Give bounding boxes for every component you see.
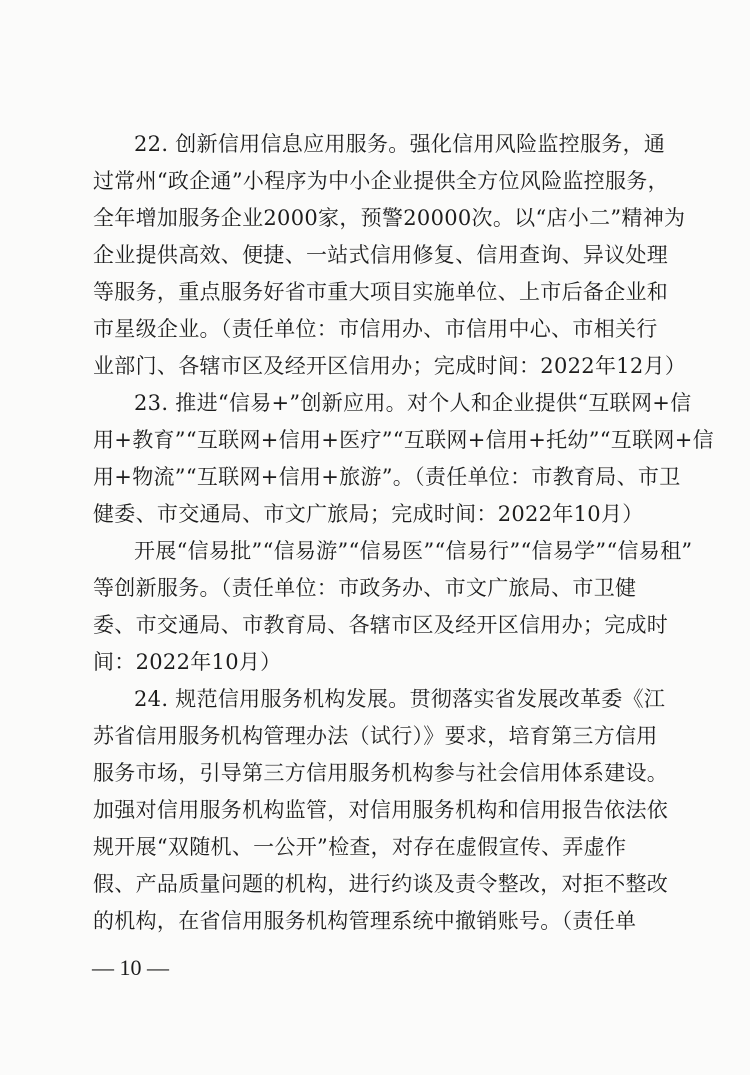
paragraph-24-line-6: 假、产品质量问题的机构，进行约谈及责令整改，对拒不整改 [93,872,669,896]
paragraph-24-line-5: 规开展“双随机、一公开”检查，对存在虚假宣传、弄虚作 [93,835,627,859]
paragraph-23-line-3: 用+物流”“互联网+信用+旅游”。（责任单位：市教育局、市卫 [93,465,681,489]
paragraph-24-line-1: 24. 规范信用服务机构发展。贯彻落实省发展改革委《江 [134,687,666,711]
paragraph-23-line-1: 23. 推进“信易+”创新应用。对个人和企业提供“互联网+信 [134,391,692,415]
page-number: — 10 — [92,955,169,980]
paragraph-24-line-4: 加强对信用服务机构监管，对信用服务机构和信用报告依法依 [93,798,669,822]
paragraph-22-line-2: 过常州“政企通”小程序为中小企业提供全方位风险监控服务， [93,169,669,193]
paragraph-services-line-2: 等创新服务。（责任单位：市政务办、市文广旅局、市卫健 [93,576,637,600]
paragraph-22-line-4: 企业提供高效、便捷、一站式信用修复、信用查询、异议处理 [93,243,669,267]
paragraph-services-line-4: 间：2022年10月） [93,650,282,674]
paragraph-22-line-3: 全年增加服务企业2000家，预警20000次。以“店小二”精神为 [93,206,686,230]
paragraph-services-line-3: 委、市交通局、市教育局、各辖市区及经开区信用办；完成时 [93,613,669,637]
paragraph-23-line-4: 健委、市交通局、市文广旅局；完成时间：2022年10月） [93,502,644,526]
paragraph-23-line-2: 用+教育”“互联网+信用+医疗”“互联网+信用+托幼”“互联网+信 [93,428,714,452]
paragraph-22-line-5: 等服务，重点服务好省市重大项目实施单位、上市后备企业和 [93,280,669,304]
paragraph-services-line-1: 开展“信易批”“信易游”“信易医”“信易行”“信易学”“信易租” [134,539,693,563]
paragraph-24-line-2: 苏省信用服务机构管理办法（试行）》要求，培育第三方信用 [93,724,658,748]
paragraph-22-line-6: 市星级企业。（责任单位：市信用办、市信用中心、市相关行 [93,317,658,341]
paragraph-24-line-3: 服务市场，引导第三方信用服务机构参与社会信用体系建设。 [93,761,669,785]
paragraph-24-line-7: 的机构，在省信用服务机构管理系统中撤销账号。（责任单 [93,909,637,933]
paragraph-22-line-1: 22. 创新信用信息应用服务。强化信用风险监控服务，通 [134,132,666,156]
paragraph-22-line-7: 业部门、各辖市区及经开区信用办；完成时间：2022年12月） [93,354,687,378]
